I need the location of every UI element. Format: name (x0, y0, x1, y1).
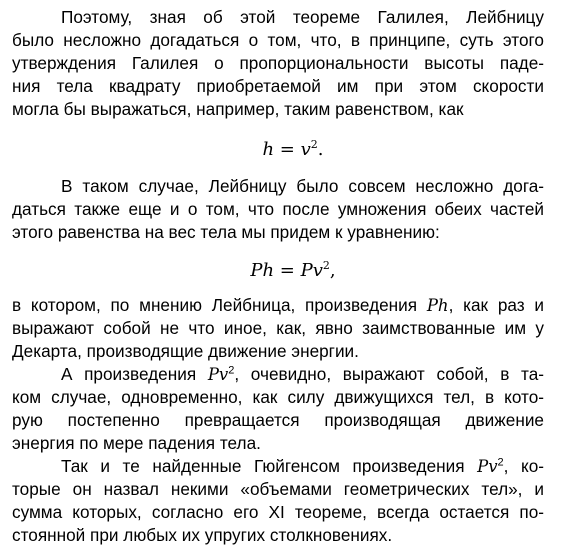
paragraph-3-line-1-pre: в котором, по мнению Лейбница, произведения (12, 295, 427, 315)
formula-2-base: Pv (300, 260, 323, 281)
paragraph-5-line-4: стоянной при любых их упругих столкновениях. (12, 525, 393, 545)
inline-math-pv2-exponent: 2 (228, 364, 235, 377)
formula-2-equals: = (274, 260, 301, 281)
paragraph-2-line-3: этого равенства на вес тела мы придем к уравнению: (12, 222, 440, 242)
formula-1-lhs: h (262, 139, 275, 160)
inline-math-pv2: Pv (207, 365, 229, 384)
formula-ph-equals-pv-squared (12, 256, 544, 286)
paragraph-5-line-1-post: , ко- (503, 456, 544, 476)
paragraph-1-line-2: было несложно догадаться о том, что, в принципе, суть этого (12, 30, 544, 50)
paragraph-5-line-3: сумма которых, согласно его XI теореме, всегда остается по- (12, 502, 544, 522)
paragraph-1-line-4: ния тела квадрату приобретаемой им при этом скорости (12, 76, 544, 96)
formula-2-exponent: 2 (322, 259, 330, 272)
formula-1-exponent: 2 (310, 138, 318, 151)
paragraph-4-line-1-pre: А произведения (61, 364, 208, 384)
formula-1-base: v (300, 139, 311, 160)
paragraph-5-line-1-pre: Так и те найденные Гюйгенсом произведения (61, 456, 478, 476)
paragraph-2-line-1: В таком случае, Лейбницу было совсем несложно дога- (61, 176, 544, 196)
document-page (12, 6, 544, 547)
paragraph-1-line-1: Поэтому, зная об этой теореме Галилея, Лейбницу (61, 7, 544, 27)
paragraph-4-line-3: рую постепенно превращается производящая движение (12, 410, 544, 430)
paragraph-1-line-3: утверждения Галилея о пропорциональности высоты паде- (12, 53, 544, 73)
formula-2-lhs: Ph (250, 260, 275, 281)
paragraph-4-line-4: энергия по мере падения тела. (12, 433, 261, 453)
paragraph-4-line-1-post: , очевидно, выражают собой, в та- (234, 364, 544, 384)
paragraph-3-line-2: выражают собой не что иное, как, явно заимствованные им у (12, 318, 544, 338)
formula-1-punct: . (317, 139, 324, 160)
inline-math-pv2-huygens: Pv (477, 457, 498, 476)
formula-1-equals: = (274, 139, 301, 160)
paragraph-1-line-5: могла бы выражаться, например, таким равенством, как (12, 99, 464, 119)
formula-h-equals-v-squared (12, 135, 544, 165)
paragraph-3-line-3: Декарта, производящие движение энергии. (12, 341, 359, 361)
paragraph-4-line-1 (12, 363, 544, 386)
inline-math-pv2-huygens-exponent: 2 (497, 456, 504, 469)
paragraph-5-line-1 (12, 455, 544, 478)
paragraph-3-line-1 (12, 294, 544, 317)
paragraph-5-line-2: торые он назвал некими «объемами геометрических тел», и (12, 479, 544, 499)
inline-math-ph: Ph (426, 296, 449, 315)
paragraph-2-line-2: даться также еще и о том, что после умножения обеих частей (12, 199, 544, 219)
paragraph-3-line-1-post: , как раз и (448, 295, 545, 315)
paragraph-4-line-2: ком случае, одновременно, как силу движущихся тел, в кото- (12, 387, 544, 407)
formula-2-punct: , (329, 260, 336, 281)
